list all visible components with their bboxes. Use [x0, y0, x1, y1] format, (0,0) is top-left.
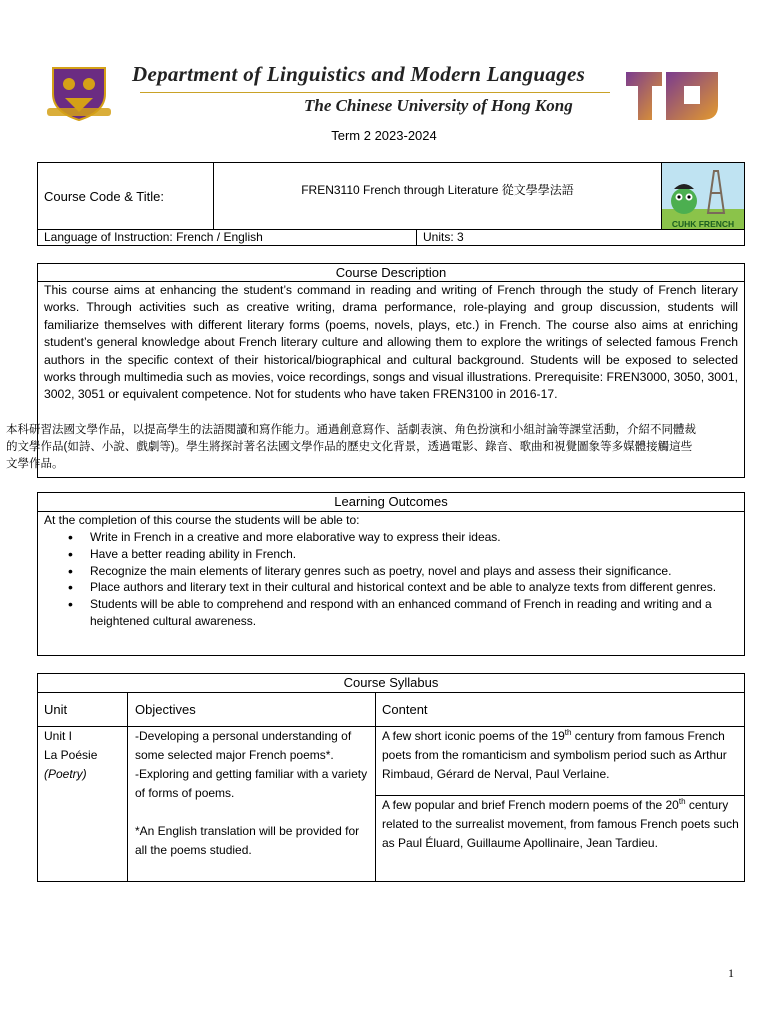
course-syllabus-heading: Course Syllabus	[38, 674, 744, 693]
content-text: century from famous French poets from the romanticism and symbolism period such as Arthur Rimbaud, Gérard de Nerval, Paul Verlaine.	[382, 729, 727, 781]
list-item: • Write in French in a creative and more elaborative way to express their ideas.	[68, 529, 738, 546]
content-cell-19th-century	[382, 727, 740, 784]
course-units: Units: 3	[423, 230, 464, 244]
course-title: FREN3110 French through Literature 從文學學法語	[214, 163, 662, 229]
unit-number: Unit I	[44, 729, 73, 743]
course-description-chinese: 本科研習法國文學作品，以提高學生的法語閱讀和寫作能力。通過創意寫作、話劇表演、角色扮演和小組討論等課堂活動，介紹不同體裁的文學作品(如詩、小說、戲劇等)。學生將探討著名法國文學作品的歷史文化背景，透過電影、錄音、歌曲和視覺圖象等多媒體接觸這些文學作品。	[6, 424, 696, 470]
row-divider	[416, 230, 417, 246]
course-description-text: This course aims at enhancing the student’s command in reading and writing of French through the study of French literary works. Through activities such as creative writing, drama performance, role-playing and group discussion, students will familiarize themselves with different literary forms (poems, novels, plays, etc.) in French. The course also aims at enriching student’s general knowledge about French literary culture and allowing them to explore the writings of selected famous French authors in the specific context of their historical/biographical and cultural background. Students will be exposed to selected works through multimedia such as movies, voice recordings, songs and visual illustrations. Prerequisite: FREN3000, 3050, 3001, 3002, 3051 or equivalent competence. Not for students who have taken FREN3100 in 2016-17.	[44, 283, 738, 402]
column-header-content: Content	[382, 702, 428, 717]
cuhk-french-logo-text: CUHK FRENCH	[671, 219, 735, 229]
objective-item: -Exploring and getting familiar with a variety of forms of poems.	[135, 767, 368, 800]
learning-outcomes-heading: Learning Outcomes	[38, 493, 744, 512]
column-header-unit: Unit	[44, 702, 68, 717]
course-code-label: Course Code & Title:	[38, 163, 214, 229]
list-item: • Students will be able to comprehend and respond with an enhanced command of French in reading and writing and a heightened cultural awareness.	[68, 596, 738, 630]
header-divider	[140, 92, 610, 93]
list-item: • Recognize the main elements of literary genres such as poetry, novel and plays and assess their significance.	[68, 563, 738, 580]
superscript: th	[564, 728, 572, 737]
list-item: • Place authors and literary text in their cultural and historical context and be able to analyze texts from different genres.	[68, 579, 738, 596]
university-title: The Chinese University of Hong Kong	[304, 96, 573, 115]
unit-title-fr: La Poésie	[44, 748, 98, 762]
column-header-objectives: Objectives	[135, 702, 196, 717]
table-divider	[127, 693, 128, 881]
term-label: Term 2 2023-2024	[331, 128, 437, 143]
objectives-cell	[135, 727, 371, 860]
cuhk-french-logo	[662, 163, 744, 229]
department-logo	[622, 66, 722, 124]
learning-outcomes-intro: At the completion of this course the students will be able to:	[44, 513, 360, 527]
table-divider	[375, 693, 376, 881]
course-info-row	[38, 229, 744, 246]
course-syllabus-table	[37, 673, 745, 882]
superscript: th	[678, 797, 686, 806]
course-info-table	[37, 162, 745, 246]
list-item: • Have a better reading ability in French.	[68, 546, 738, 563]
content-cell-20th-century	[382, 796, 740, 853]
unit-title-en: (Poetry)	[44, 767, 87, 781]
learning-outcomes-list	[68, 529, 738, 630]
course-description-heading: Course Description	[38, 264, 744, 282]
learning-outcomes-section	[37, 492, 745, 656]
department-title: Department of Linguistics and Modern Languages	[132, 62, 586, 86]
cuhk-crest-logo	[43, 64, 115, 122]
content-text: A few popular and brief French modern poems of the 20	[382, 798, 679, 812]
objective-note: *An English translation will be provided for all the poems studied.	[135, 824, 360, 857]
objective-item: -Developing a personal understanding of some selected major French poems*.	[135, 729, 352, 762]
page-number: 1	[728, 966, 734, 980]
unit-cell	[44, 727, 97, 784]
language-of-instruction: Language of Instruction: French / English	[44, 230, 263, 244]
content-text: A few short iconic poems of the 19	[382, 729, 565, 743]
content-text: century related to the surrealist movement, from famous French poets such as Paul Éluard, Guillaume Apollinaire, Jean Tardieu.	[382, 798, 739, 850]
